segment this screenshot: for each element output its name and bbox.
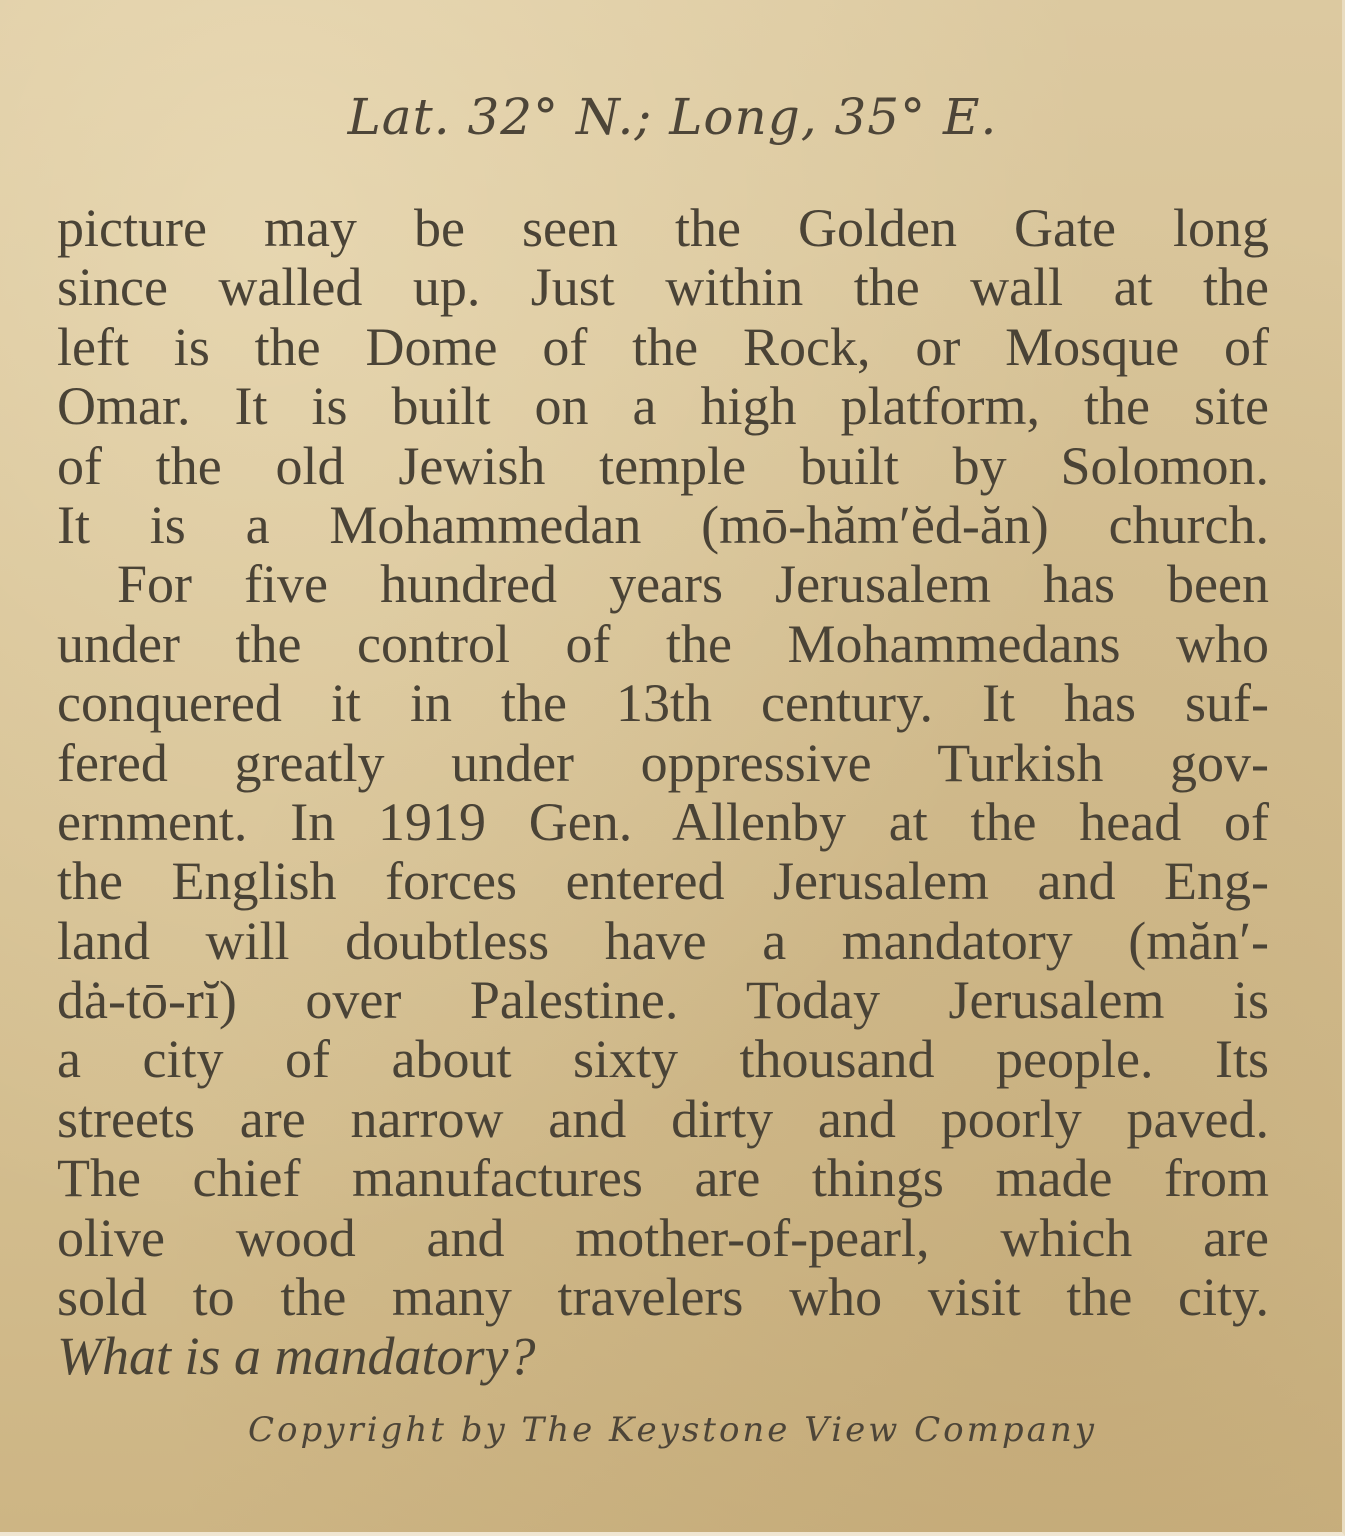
text-line: under the control of the Mohammedans who — [57, 613, 1269, 674]
text-line: dȧ-tō-rĭ) over Palestine. Today Jerusalem is — [57, 970, 1269, 1031]
text-line: Omar. It is built on a high platform, the site — [57, 376, 1269, 437]
text-line: a city of about sixty thousand people. Its — [57, 1029, 1269, 1090]
text-line: the English forces entered Jerusalem and Eng- — [57, 851, 1269, 912]
text-line: streets are narrow and dirty and poorly paved. — [57, 1088, 1269, 1149]
study-question: What is a mandatory? — [57, 1326, 536, 1387]
text-line: picture may be seen the Golden Gate long — [57, 198, 1269, 258]
text-line: since walled up. Just within the wall at the — [57, 257, 1269, 318]
text-line: of the old Jewish temple built by Solomon. — [57, 435, 1269, 496]
text-line: The chief manufactures are things made from — [57, 1148, 1269, 1209]
text-line: ernment. In 1919 Gen. Allenby at the head of — [57, 791, 1269, 852]
text-line: olive wood and mother-of-pearl, which are — [57, 1207, 1269, 1268]
coordinates-heading: Lat. 32° N.; Long, 35° E. — [347, 88, 998, 146]
copyright-notice: Copyright by The Keystone View Company — [248, 1410, 1097, 1450]
text-line: For five hundred years Jerusalem has been — [117, 554, 1269, 615]
text-line: fered greatly under oppressive Turkish gov- — [57, 732, 1269, 793]
text-line: sold to the many travelers who visit the city. — [57, 1267, 1269, 1328]
text-line: It is a Mohammedan (mō-hăm′ĕd-ăn) church. — [57, 494, 1269, 555]
text-line: left is the Dome of the Rock, or Mosque of — [57, 316, 1269, 377]
text-line: conquered it in the 13th century. It has suf- — [57, 673, 1269, 734]
text-line: land will doubtless have a mandatory (măn′- — [57, 910, 1269, 971]
description-text — [57, 199, 1269, 1387]
